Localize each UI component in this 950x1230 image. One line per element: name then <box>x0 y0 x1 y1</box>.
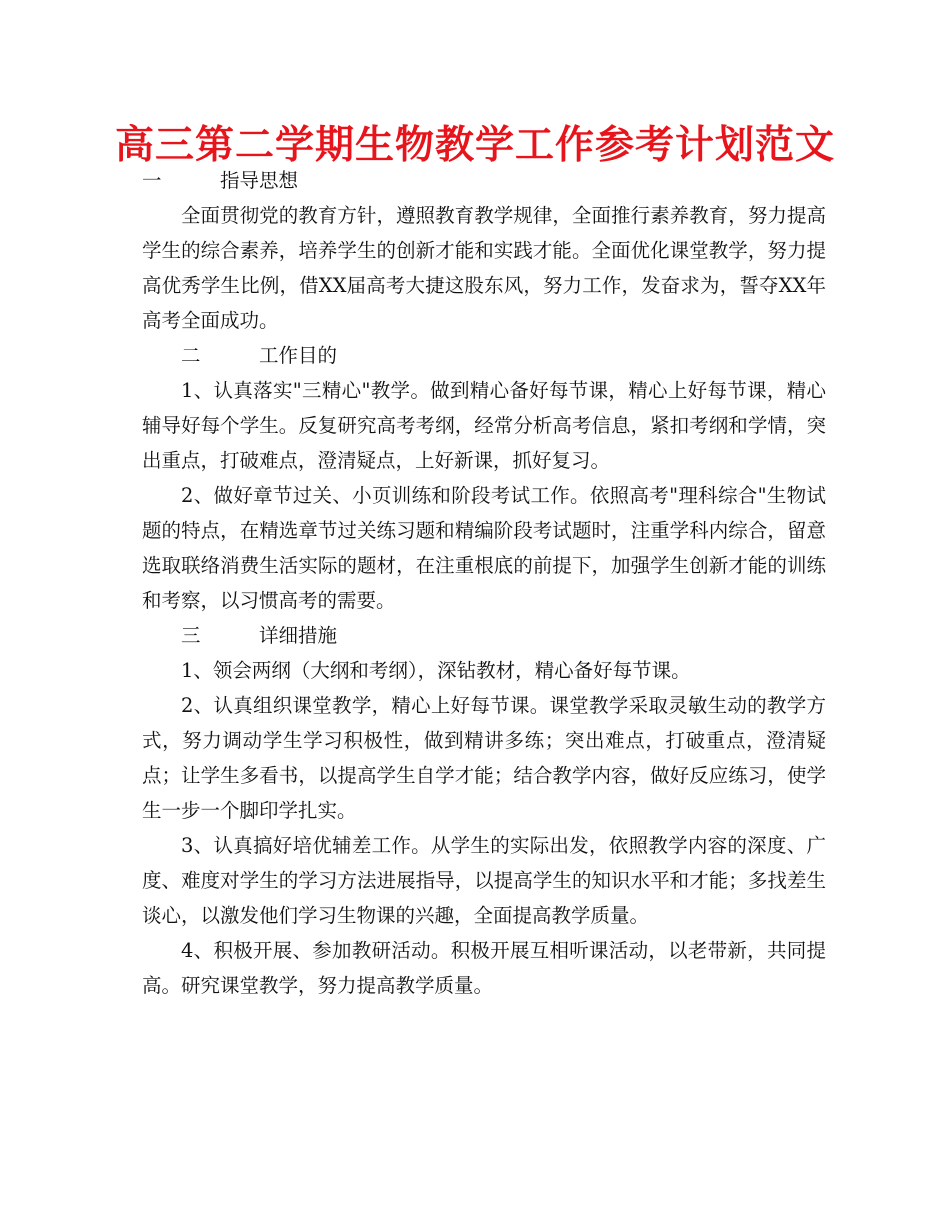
paragraph-guiding-thought: 全面贯彻党的教育方针，遵照教育教学规律，全面推行素养教育，努力提高学生的综合素养，培养学生的创新才能和实践才能。全面优化课堂教学，努力提高优秀学生比例，借XX届高考大捷这股东风，努力工作，发奋求为，誓夺XX年高考全面成功。 <box>142 204 826 332</box>
paragraph-measure-2: 2、认真组织课堂教学，精心上好每节课。课堂教学采取灵敏生动的教学方式，努力调动学生学习积极性，做到精讲多练；突出难点，打破重点，澄清疑点；让学生多看书，以提高学生自学才能；结合教学内容，做好反应练习，使学生一步一个脚印学扎实。 <box>142 694 826 822</box>
paragraph-measure-4: 4、积极开展、参加教研活动。积极开展互相听课活动，以老带新，共同提高。研究课堂教学，努力提高教学质量。 <box>142 939 826 997</box>
paragraph-measure-3: 3、认真搞好培优辅差工作。从学生的实际出发，依照教学内容的深度、广度、难度对学生的学习方法进展指导，以提高学生的知识水平和才能；多找差生谈心，以激发他们学习生物课的兴趣，全面提高教学质量。 <box>142 834 826 927</box>
paragraph-goal-1: 1、认真落实"三精心"教学。做到精心备好每节课，精心上好每节课，精心辅导好每个学生。反复研究高考考纲，经常分析高考信息，紧扣考纲和学情，突出重点，打破难点，澄清疑点，上好新课，抓好复习。 <box>142 379 826 472</box>
section-heading-guiding-thought: 一 指导思想 <box>142 169 299 192</box>
section-heading-measures: 三 详细措施 <box>181 624 338 647</box>
document-body <box>142 163 826 1003</box>
paragraph-measure-1: 1、领会两纲（大纲和考纲），深钻教材，精心备好每节课。 <box>181 659 691 682</box>
paragraph-goal-2: 2、做好章节过关、小页训练和阶段考试工作。依照高考"理科综合"生物试题的特点，在精选章节过关练习题和精编阶段考试题时，注重学科内综合，留意选取联络消费生活实际的题材，在注重根底的前提下，加强学生创新才能的训练和考察，以习惯高考的需要。 <box>142 484 826 612</box>
document-title: 高三第二学期生物教学工作参考计划范文 <box>114 123 835 168</box>
section-heading-work-goals: 二 工作目的 <box>181 344 338 367</box>
